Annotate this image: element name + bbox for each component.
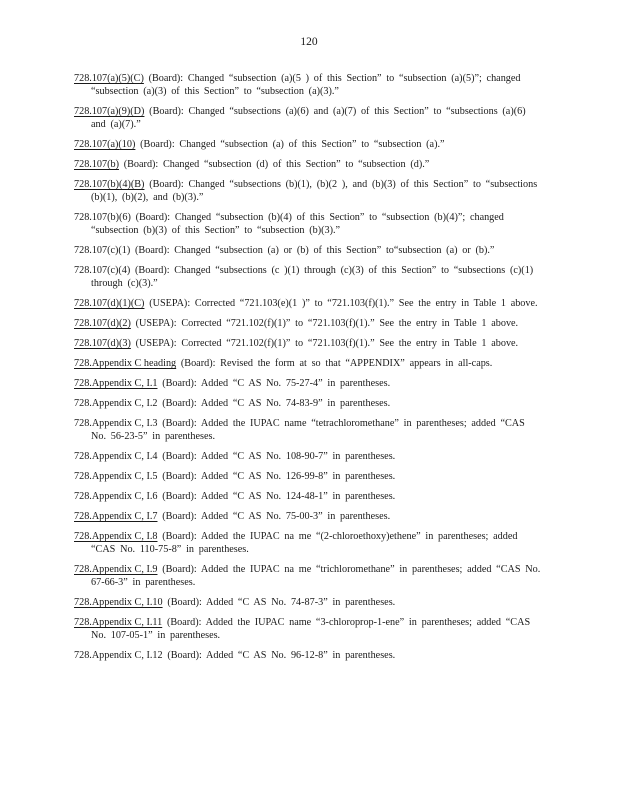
section-reference: 728.107(b)(6) [74, 212, 131, 223]
amendment-entry [74, 317, 544, 330]
section-reference: 728.Appendix C, I.9 [74, 564, 158, 575]
amendment-text: (Board): Added the IUPAC na me “(2-chloroethoxy)ethene” in parentheses; added “CAS No. 110-75-8” in parentheses. [91, 531, 518, 555]
section-reference: 728.107(b) [74, 159, 119, 170]
section-reference: 728.Appendix C, I.12 [74, 650, 163, 661]
amendment-text: (Board): Revised the form at so that “APPENDIX” appears in all-caps. [176, 358, 493, 369]
amendment-entry [74, 596, 544, 609]
amendment-text: (Board): Changed “subsections (b)(1), (b)(2 ), and (b)(3) of this Section” to “subsections (b)(1), (b)(2), and (b)(3).” [91, 179, 538, 203]
amendment-entry [74, 211, 544, 237]
amendment-text: (Board): Changed “subsections (a)(6) and (a)(7) of this Section” to “subsections (a)(6) and (a)(7).” [91, 106, 526, 130]
amendment-text: (Board): Added “C AS No. 96-12-8” in parentheses. [162, 650, 396, 661]
section-reference: 728.107(a)(10) [74, 139, 136, 150]
amendment-text: (Board): Added the IUPAC name “tetrachloromethane” in parentheses; added “CAS No. 56-23-5” in parentheses. [91, 418, 525, 442]
amendment-entry [74, 377, 544, 390]
amendment-text: (Board): Added “C AS No. 74-87-3” in parentheses. [162, 597, 396, 608]
amendment-text: (Board): Changed “subsection (b)(4) of this Section” to “subsection (b)(4)”; changed “subsection (b)(3) of this Section” to “subsection (b)(3).” [91, 212, 504, 236]
amendment-text: (Board): Added “C AS No. 108-90-7” in parentheses. [157, 451, 396, 462]
section-reference: 728.107(d)(1)(C) [74, 298, 145, 309]
amendment-text: (Board): Added “C AS No. 75-00-3” in parentheses. [157, 511, 391, 522]
section-reference: 728.Appendix C, I.7 [74, 511, 158, 522]
amendment-text: (USEPA): Corrected “721.103(e)(1 )” to “721.103(f)(1).” See the entry in Table 1 above. [144, 298, 538, 309]
amendment-text: (Board): Changed “subsections (c )(1) through (c)(3) of this Section” to “subsections (c)(1) through (c)(3).” [91, 265, 534, 289]
section-reference: 728.107(a)(5)(C) [74, 73, 144, 84]
amendment-text: (Board): Added “C AS No. 74-83-9” in parentheses. [157, 398, 391, 409]
amendment-entry [74, 530, 544, 556]
section-reference: 728.107(b)(4)(B) [74, 179, 145, 190]
section-reference: 728.107(d)(2) [74, 318, 131, 329]
amendment-list [74, 72, 544, 669]
section-reference: 728.Appendix C, I.5 [74, 471, 158, 482]
amendment-entry [74, 357, 544, 370]
amendment-text: (Board): Added the IUPAC name “3-chloroprop-1-ene” in parentheses; added “CAS No. 107-05-1” in parentheses. [91, 617, 531, 641]
amendment-text: (USEPA): Corrected “721.102(f)(1)” to “721.103(f)(1).” See the entry in Table 1 above. [130, 318, 519, 329]
section-reference: 728.107(d)(3) [74, 338, 131, 349]
amendment-entry [74, 397, 544, 410]
section-reference: 728.Appendix C, I.4 [74, 451, 158, 462]
amendment-entry [74, 244, 544, 257]
amendment-entry [74, 563, 544, 589]
section-reference: 728.107(a)(9)(D) [74, 106, 145, 117]
amendment-text: (USEPA): Corrected “721.102(f)(1)” to “721.103(f)(1).” See the entry in Table 1 above. [130, 338, 519, 349]
amendment-entry [74, 490, 544, 503]
amendment-text: (Board): Added the IUPAC na me “trichloromethane” in parentheses; added “CAS No. 67-66-3” in parentheses. [91, 564, 541, 588]
section-reference: 728.Appendix C, I.11 [74, 617, 163, 628]
amendment-entry [74, 105, 544, 131]
amendment-entry [74, 417, 544, 443]
amendment-entry [74, 158, 544, 171]
amendment-entry [74, 450, 544, 463]
section-reference: 728.Appendix C, I.3 [74, 418, 158, 429]
amendment-entry [74, 510, 544, 523]
amendment-text: (Board): Changed “subsection (a) or (b) of this Section” to“subsection (a) or (b).” [130, 245, 495, 256]
amendment-entry [74, 337, 544, 350]
section-reference: 728.Appendix C, I.10 [74, 597, 163, 608]
amendment-text: (Board): Changed “subsection (a)(5 ) of this Section” to “subsection (a)(5)”; changed “subsection (a)(3) of this Section” to “subsection (a)(3).” [91, 73, 521, 97]
amendment-text: (Board): Added “C AS No. 124-48-1” in parentheses. [157, 491, 396, 502]
page-number: 120 [300, 36, 318, 48]
amendment-text: (Board): Changed “subsection (a) of this Section” to “subsection (a).” [135, 139, 445, 150]
section-reference: 728.107(c)(4) [74, 265, 131, 276]
section-reference: 728.Appendix C heading [74, 358, 177, 369]
section-reference: 728.Appendix C, I.2 [74, 398, 158, 409]
section-reference: 728.107(c)(1) [74, 245, 131, 256]
amendment-entry [74, 470, 544, 483]
amendment-text: (Board): Added “C AS No. 75-27-4” in parentheses. [157, 378, 391, 389]
section-reference: 728.Appendix C, I.6 [74, 491, 158, 502]
amendment-entry [74, 297, 544, 310]
amendment-text: (Board): Added “C AS No. 126-99-8” in parentheses. [157, 471, 396, 482]
amendment-text: (Board): Changed “subsection (d) of this Section” to “subsection (d).” [119, 159, 430, 170]
amendment-entry [74, 264, 544, 290]
amendment-entry [74, 138, 544, 151]
amendment-entry [74, 649, 544, 662]
section-reference: 728.Appendix C, I.8 [74, 531, 158, 542]
amendment-entry [74, 616, 544, 642]
section-reference: 728.Appendix C, I.1 [74, 378, 158, 389]
amendment-entry [74, 72, 544, 98]
amendment-entry [74, 178, 544, 204]
